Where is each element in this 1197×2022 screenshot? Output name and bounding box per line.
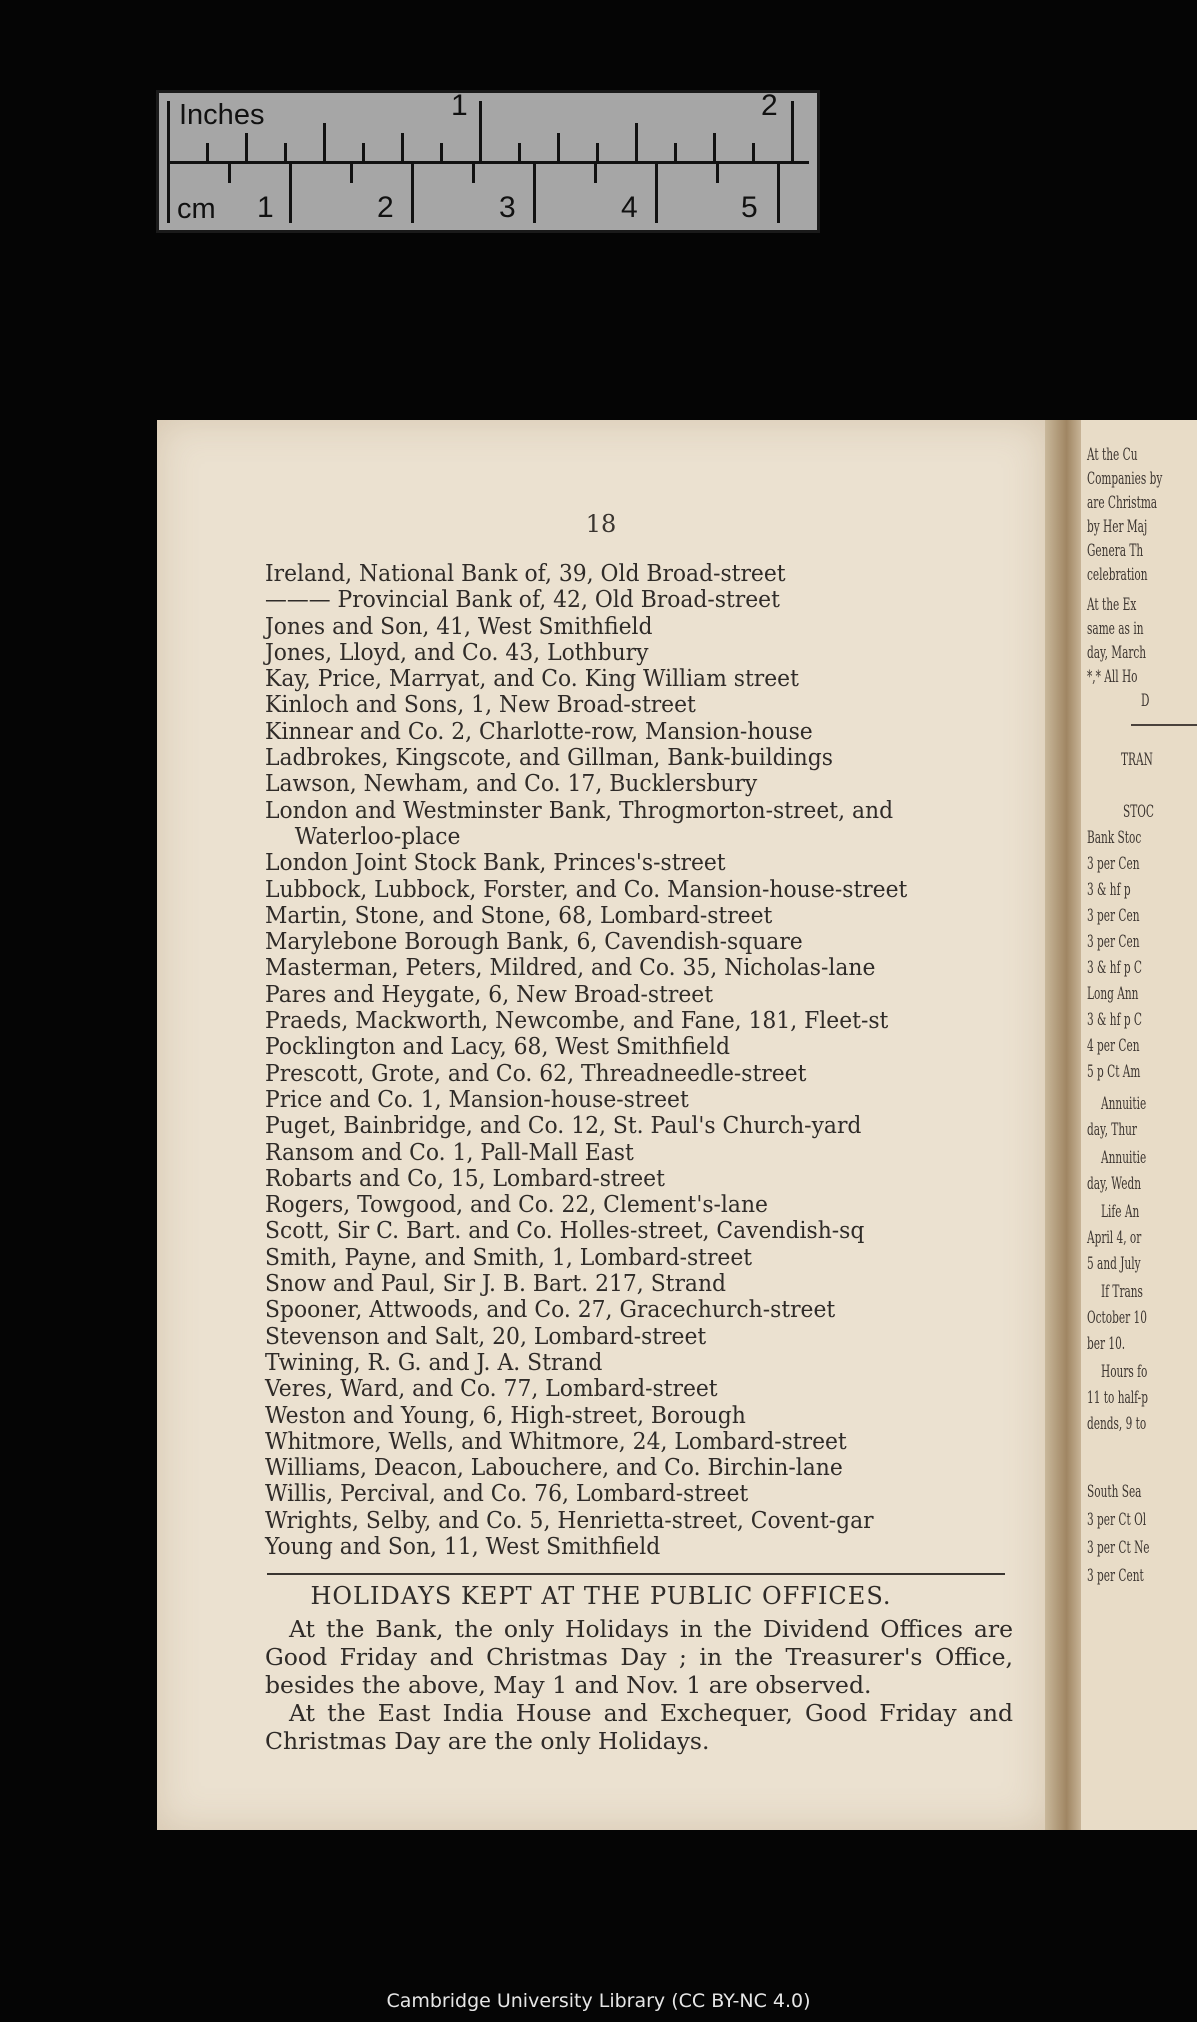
list-item: Puget, Bainbridge, and Co. 12, St. Paul's Church-yard xyxy=(265,1111,862,1140)
right-page-line: 3 per Cen xyxy=(1087,906,1140,926)
list-item: Rogers, Towgood, and Co. 22, Clement's-lane xyxy=(265,1190,768,1219)
holidays-paragraph: At the Bank, the only Holidays in the Dividend Offices are Good Friday and Christmas Day ; in the Treasurer's Office, besides the above, May 1 and Nov. 1 are observed. xyxy=(265,1615,1013,1699)
list-item: London Joint Stock Bank, Princes's-street xyxy=(265,848,726,877)
ruler-tick xyxy=(206,143,209,161)
list-item: Lawson, Newham, and Co. 17, Bucklersbury xyxy=(265,769,758,798)
list-item: Stevenson and Salt, 20, Lombard-street xyxy=(265,1321,707,1350)
ruler-tick xyxy=(713,133,716,161)
right-page-line: dends, 9 to xyxy=(1087,1414,1147,1434)
list-item: Twining, R. G. and J. A. Strand xyxy=(265,1347,603,1376)
ruler-tick xyxy=(472,161,475,183)
right-page-line: ber 10. xyxy=(1087,1334,1126,1354)
right-page-line: Annuitie xyxy=(1101,1148,1147,1168)
page-number: 18 xyxy=(585,510,617,538)
ruler-tick xyxy=(655,161,658,223)
list-item: Martin, Stone, and Stone, 68, Lombard-street xyxy=(265,900,773,929)
ruler-tick xyxy=(635,123,638,161)
right-page-line: *,* All Ho xyxy=(1087,667,1138,687)
list-item: Young and Son, 11, West Smithfield xyxy=(265,1531,661,1560)
ruler-tick xyxy=(284,143,287,161)
list-item: Lubbock, Lubbock, Forster, and Co. Mansion-house-street xyxy=(265,874,908,903)
ruler-tick xyxy=(401,133,404,161)
ruler-cm-number: 5 xyxy=(741,191,758,224)
right-page-divider xyxy=(1131,724,1197,726)
right-page-line: Companies by xyxy=(1087,469,1163,489)
right-page-line: 3 per Cent xyxy=(1087,1566,1144,1586)
list-item: Williams, Deacon, Labouchere, and Co. Birchin-lane xyxy=(265,1453,843,1482)
list-item: Wrights, Selby, and Co. 5, Henrietta-street, Covent-gar xyxy=(265,1505,874,1534)
right-page-line: 3 per Cen xyxy=(1087,932,1140,952)
right-page-line: April 4, or xyxy=(1087,1228,1142,1248)
bank-list xyxy=(265,560,1025,1559)
list-item: Kinnear and Co. 2, Charlotte-row, Mansion-house xyxy=(265,716,813,745)
right-page-line: 4 per Cen xyxy=(1087,1036,1140,1056)
measurement-ruler xyxy=(156,90,820,233)
ruler-tick xyxy=(228,161,231,183)
list-item: Scott, Sir C. Bart. and Co. Holles-street, Cavendish-sq xyxy=(265,1216,865,1245)
ruler-tick xyxy=(594,161,597,183)
ruler-inch-number: 2 xyxy=(761,89,778,122)
list-item: Price and Co. 1, Mansion-house-street xyxy=(265,1084,689,1113)
right-page-line: day, Thur xyxy=(1087,1120,1137,1140)
list-item: Veres, Ward, and Co. 77, Lombard-street xyxy=(265,1374,718,1403)
ruler-cm-label: cm xyxy=(177,193,216,225)
list-item: Pocklington and Lacy, 68, West Smithfield xyxy=(265,1032,730,1061)
right-page-line: At the Ex xyxy=(1087,595,1137,615)
list-item: Kay, Price, Marryat, and Co. King William street xyxy=(265,664,799,693)
holidays-heading: HOLIDAYS KEPT AT THE PUBLIC OFFICES. xyxy=(310,1582,892,1610)
ruler-tick xyxy=(411,161,414,223)
holidays-text xyxy=(265,1615,1013,1755)
list-item: Pares and Heygate, 6, New Broad-street xyxy=(265,979,713,1008)
right-page-line: Long Ann xyxy=(1087,984,1139,1004)
ruler-tick xyxy=(289,161,292,223)
book-page-left xyxy=(157,420,1045,1830)
right-page-line: Life An xyxy=(1101,1202,1140,1222)
right-page-line: South Sea xyxy=(1087,1482,1142,1502)
right-page-line: celebration xyxy=(1087,565,1148,585)
right-page-line: day, March xyxy=(1087,643,1147,663)
ruler-tick xyxy=(533,161,536,223)
ruler-tick xyxy=(674,143,677,161)
list-item: Weston and Young, 6, High-street, Borough xyxy=(265,1400,746,1429)
list-item: Prescott, Grote, and Co. 62, Threadneedle-street xyxy=(265,1058,807,1087)
list-item: Snow and Paul, Sir J. B. Bart. 217, Strand xyxy=(265,1269,727,1298)
right-page-line: 3 & hf p C xyxy=(1087,1010,1142,1030)
list-item: Praeds, Mackworth, Newcombe, and Fane, 181, Fleet-st xyxy=(265,1006,889,1035)
right-page-line: D xyxy=(1141,691,1150,711)
book-page-right xyxy=(1081,420,1197,1830)
ruler-midline xyxy=(167,161,809,164)
right-page-line: At the Cu xyxy=(1087,445,1138,465)
list-item: Smith, Payne, and Smith, 1, Lombard-street xyxy=(265,1242,753,1271)
right-page-line: are Christma xyxy=(1087,493,1158,513)
ruler-tick xyxy=(716,161,719,183)
ruler-tick xyxy=(167,161,170,223)
ruler-tick xyxy=(440,143,443,161)
right-page-line: Genera Th xyxy=(1087,541,1144,561)
right-page-line: by Her Maj xyxy=(1087,517,1148,537)
ruler-tick xyxy=(777,161,780,223)
ruler-inches-label: Inches xyxy=(179,99,265,131)
list-item: Jones and Son, 41, West Smithfield xyxy=(265,611,653,640)
right-page-line: STOC xyxy=(1123,802,1154,822)
list-item: London and Westminster Bank, Throgmorton-street, and xyxy=(265,795,894,824)
right-page-line: 11 to half-p xyxy=(1087,1388,1148,1408)
list-item: Ladbrokes, Kingscote, and Gillman, Bank-buildings xyxy=(265,743,833,772)
ruler-tick xyxy=(791,101,794,161)
list-item-continuation: Waterloo-place xyxy=(294,821,461,850)
list-item: Ireland, National Bank of, 39, Old Broad-street xyxy=(265,559,786,587)
right-page-line: Annuitie xyxy=(1101,1094,1147,1114)
ruler-tick xyxy=(479,101,482,161)
right-page-line: 3 per Ct Ol xyxy=(1087,1510,1147,1530)
ruler-cm-number: 2 xyxy=(377,191,394,224)
ruler-tick xyxy=(323,123,326,161)
list-item: Masterman, Peters, Mildred, and Co. 35, Nicholas-lane xyxy=(265,953,876,982)
list-item: Willis, Percival, and Co. 76, Lombard-street xyxy=(265,1479,749,1508)
right-page-line: 3 per Ct Ne xyxy=(1087,1538,1150,1558)
list-item: Whitmore, Wells, and Whitmore, 24, Lombard-street xyxy=(265,1426,847,1455)
ruler-tick xyxy=(752,143,755,161)
ruler-tick xyxy=(362,143,365,161)
list-item: Ransom and Co. 1, Pall-Mall East xyxy=(265,1137,634,1166)
ruler-tick xyxy=(557,133,560,161)
ruler-inch-number: 1 xyxy=(451,89,468,122)
list-item: Spooner, Attwoods, and Co. 27, Gracechurch-street xyxy=(265,1295,836,1324)
right-page-line: 5 p Ct Am xyxy=(1087,1062,1141,1082)
right-page-line: Hours fo xyxy=(1101,1362,1148,1382)
right-page-line: 3 per Cen xyxy=(1087,854,1140,874)
right-page-line: TRAN xyxy=(1121,750,1153,770)
right-page-line: day, Wedn xyxy=(1087,1174,1142,1194)
holidays-paragraph: At the East India House and Exchequer, Good Friday and Christmas Day are the only Holidays. xyxy=(265,1699,1013,1755)
book-gutter xyxy=(1045,420,1081,1830)
list-item: Jones, Lloyd, and Co. 43, Lothbury xyxy=(265,637,649,666)
ruler-tick xyxy=(245,133,248,161)
ruler-tick xyxy=(350,161,353,183)
ruler-tick xyxy=(596,143,599,161)
right-page-line: same as in xyxy=(1087,619,1144,639)
image-credit: Cambridge University Library (CC BY-NC 4.0) xyxy=(386,1990,811,2012)
right-page-line: 3 & hf p xyxy=(1087,880,1131,900)
right-page-line: If Trans xyxy=(1101,1282,1143,1302)
right-page-line: 5 and July xyxy=(1087,1254,1141,1274)
section-divider xyxy=(267,1573,1005,1575)
right-page-line: Bank Stoc xyxy=(1087,828,1142,848)
ruler-cm-number: 4 xyxy=(621,191,638,224)
list-item: ——— Provincial Bank of, 42, Old Broad-street xyxy=(265,585,780,614)
ruler-cm-number: 1 xyxy=(257,191,274,224)
ruler-cm-number: 3 xyxy=(499,191,516,224)
list-item: Kinloch and Sons, 1, New Broad-street xyxy=(265,690,696,719)
list-item: Marylebone Borough Bank, 6, Cavendish-square xyxy=(265,927,803,956)
right-page-line: October 10 xyxy=(1087,1308,1147,1328)
list-item: Robarts and Co, 15, Lombard-street xyxy=(265,1163,665,1192)
right-page-line: 3 & hf p C xyxy=(1087,958,1142,978)
ruler-tick xyxy=(518,143,521,161)
ruler-tick xyxy=(167,101,170,161)
